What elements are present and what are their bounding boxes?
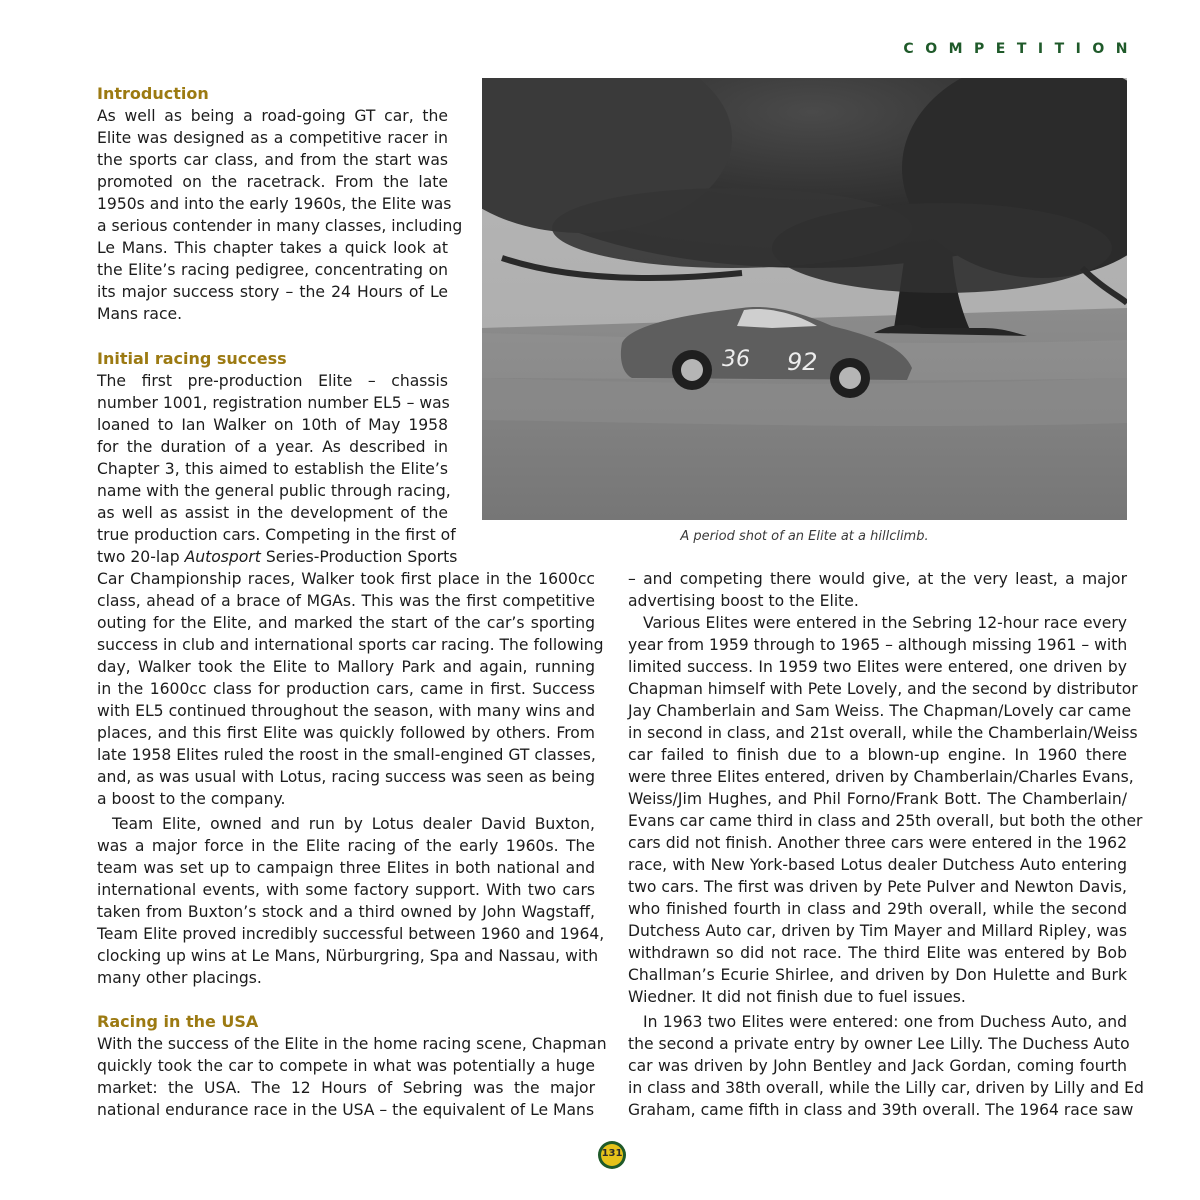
text-line: – and competing there would give, at the very least, a major bbox=[628, 570, 1127, 588]
text-line: Various Elites were entered in the Sebring 12-hour race every bbox=[643, 614, 1127, 632]
paragraph-team-elite bbox=[97, 813, 605, 989]
text-line: withdrawn so did not race. The third Elite was entered by Bob bbox=[628, 944, 1127, 962]
heading-introduction: Introduction bbox=[97, 84, 209, 103]
text-line: Chapter 3, this aimed to establish the Elite’s bbox=[97, 460, 448, 478]
text-line: outing for the Elite, and marked the start of the car’s sporting bbox=[97, 614, 595, 632]
text-line: Team Elite proved incredibly successful between 1960 and 1964, bbox=[97, 925, 605, 943]
paragraph-sebring-results bbox=[628, 612, 1143, 1008]
paragraph-introduction bbox=[97, 105, 463, 325]
text-line: day, Walker took the Elite to Mallory Park and again, running bbox=[97, 658, 595, 676]
text-line: places, and this first Elite was quickly followed by others. From bbox=[97, 724, 595, 742]
text-line: the Elite’s racing pedigree, concentrating on bbox=[97, 261, 448, 279]
text-line: the sports car class, and from the start was bbox=[97, 151, 448, 169]
heading-initial-racing-success: Initial racing success bbox=[97, 349, 287, 368]
text-line: and, as was usual with Lotus, racing success was seen as being bbox=[97, 768, 595, 786]
text-line: true production cars. Competing in the first of bbox=[97, 526, 456, 544]
text-line: in second in class, and 21st overall, while the Chamberlain/Weiss bbox=[628, 724, 1138, 742]
text-line: market: the USA. The 12 Hours of Sebring was the major bbox=[97, 1079, 595, 1097]
text-line: name with the general public through racing, bbox=[97, 482, 451, 500]
text-line: with EL5 continued throughout the season, with many wins and bbox=[97, 702, 595, 720]
text-line: for the duration of a year. As described in bbox=[97, 438, 448, 456]
text-line: race, with New York-based Lotus dealer Dutchess Auto entering bbox=[628, 856, 1127, 874]
text-line: Car Championship races, Walker took first place in the 1600cc bbox=[97, 570, 595, 588]
text-line: team was set up to campaign three Elites in both national and bbox=[97, 859, 595, 877]
text-line: quickly took the car to compete in what was potentially a huge bbox=[97, 1057, 595, 1075]
text-line: The first pre-production Elite – chassis bbox=[97, 372, 448, 390]
text-line: a boost to the company. bbox=[97, 790, 286, 808]
text-line: Weiss/Jim Hughes, and Phil Forno/Frank Bott. The Chamberlain/ bbox=[628, 790, 1127, 808]
text-line: Dutchess Auto car, driven by Tim Mayer and Millard Ripley, was bbox=[628, 922, 1127, 940]
text-line: in class and 38th overall, while the Lilly car, driven by Lilly and Ed bbox=[628, 1079, 1144, 1097]
text-line: number 1001, registration number EL5 – was bbox=[97, 394, 450, 412]
text-line: taken from Buxton’s stock and a third owned by John Wagstaff, bbox=[97, 903, 595, 921]
text-line: class, ahead of a brace of MGAs. This was the first competitive bbox=[97, 592, 595, 610]
text-line: Evans car came third in class and 25th overall, but both the other bbox=[628, 812, 1143, 830]
text-line: In 1963 two Elites were entered: one from Duchess Auto, and bbox=[643, 1013, 1127, 1031]
text-line: many other placings. bbox=[97, 969, 262, 987]
text-line: a serious contender in many classes, including bbox=[97, 217, 463, 235]
paragraph-1963-results bbox=[628, 1011, 1144, 1121]
text-line: in the 1600cc class for production cars, came in first. Success bbox=[97, 680, 595, 698]
text-line: its major success story – the 24 Hours of Le bbox=[97, 283, 448, 301]
race-number-right: 92 bbox=[787, 348, 818, 376]
text-line: as well as assist in the development of the bbox=[97, 504, 448, 522]
text-line: Team Elite, owned and run by Lotus dealer David Buxton, bbox=[112, 815, 595, 833]
photo-elite-hillclimb bbox=[482, 78, 1127, 520]
paragraph-initial-racing-narrow bbox=[97, 370, 456, 546]
text-line: As well as being a road-going GT car, the bbox=[97, 107, 448, 125]
text-line: car failed to finish due to a blown-up engine. In 1960 there bbox=[628, 746, 1127, 764]
race-number-left: 36 bbox=[722, 347, 750, 372]
text-line: Chapman himself with Pete Lovely, and the second by distributor bbox=[628, 680, 1138, 698]
text-line: the second a private entry by owner Lee Lilly. The Duchess Auto bbox=[628, 1035, 1130, 1053]
text-line: Mans race. bbox=[97, 305, 183, 323]
text-line: promoted on the racetrack. From the late bbox=[97, 173, 448, 191]
text-line: international events, with some factory support. With two cars bbox=[97, 881, 595, 899]
paragraph-initial-racing-autosport-line bbox=[97, 546, 458, 568]
text-line: were three Elites entered, driven by Chamberlain/Charles Evans, bbox=[628, 768, 1134, 786]
text-line: Wiedner. It did not finish due to fuel issues. bbox=[628, 988, 966, 1006]
text-line: 1950s and into the early 1960s, the Elite was bbox=[97, 195, 452, 213]
text-line: limited success. In 1959 two Elites were entered, one driven by bbox=[628, 658, 1127, 676]
text-line: Le Mans. This chapter takes a quick look at bbox=[97, 239, 448, 257]
paragraph-right-continuation bbox=[628, 568, 1127, 612]
text-line: advertising boost to the Elite. bbox=[628, 592, 859, 610]
text-line: loaned to Ian Walker on 10th of May 1958 bbox=[97, 416, 448, 434]
text-line: national endurance race in the USA – the equivalent of Le Mans bbox=[97, 1101, 595, 1119]
text-line: Challman’s Ecurie Shirlee, and driven by Don Hulette and Burk bbox=[628, 966, 1127, 984]
text-line: Jay Chamberlain and Sam Weiss. The Chapman/Lovely car came bbox=[628, 702, 1132, 720]
text-line: Elite was designed as a competitive racer in bbox=[97, 129, 448, 147]
text-line: Graham, came fifth in class and 39th overall. The 1964 race saw bbox=[628, 1101, 1134, 1119]
heading-racing-in-the-usa: Racing in the USA bbox=[97, 1012, 259, 1031]
paragraph-initial-racing-wide bbox=[97, 568, 604, 810]
text-line: year from 1959 through to 1965 – although missing 1961 – with bbox=[628, 636, 1128, 654]
page-number: 131 bbox=[601, 1148, 623, 1159]
text-line: who finished fourth in class and 29th overall, while the second bbox=[628, 900, 1127, 918]
text-line: two 20-lap Autosport Series-Production Sports bbox=[97, 548, 458, 566]
photo-caption: A period shot of an Elite at a hillclimb. bbox=[680, 529, 929, 544]
text-line: cars did not finish. Another three cars were entered in the 1962 bbox=[628, 834, 1127, 852]
photo-illustration bbox=[482, 78, 1127, 520]
text-line: car was driven by John Bentley and Jack Gordan, coming fourth bbox=[628, 1057, 1127, 1075]
text-line: late 1958 Elites ruled the roost in the small-engined GT classes, bbox=[97, 746, 596, 764]
text-line: clocking up wins at Le Mans, Nürburgring, Spa and Nassau, with bbox=[97, 947, 599, 965]
text-line: success in club and international sports car racing. The following bbox=[97, 636, 604, 654]
running-head: COMPETITION bbox=[903, 41, 1139, 57]
text-line: With the success of the Elite in the home racing scene, Chapman bbox=[97, 1035, 607, 1053]
paragraph-racing-in-the-usa bbox=[97, 1033, 607, 1121]
text-line: was a major force in the Elite racing of the early 1960s. The bbox=[97, 837, 595, 855]
text-line: two cars. The first was driven by Pete Pulver and Newton Davis, bbox=[628, 878, 1127, 896]
